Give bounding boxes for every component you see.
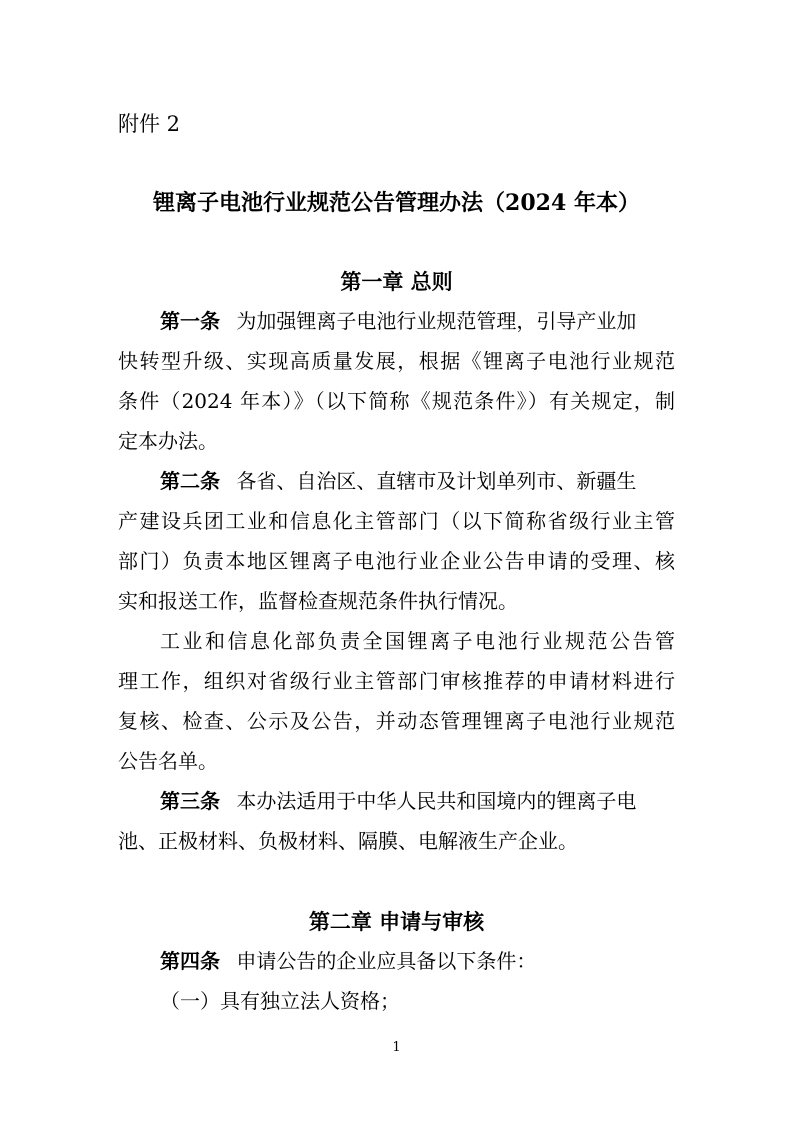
document-title: 锂离子电池行业规范公告管理办法（2024 年本） (153, 190, 640, 216)
article-1-text: 为加强锂离子电池行业规范管理，引导产业加 (236, 309, 637, 333)
article-2-label: 第二条 (160, 469, 220, 493)
article-4-line-1 (160, 946, 536, 976)
page-number: 1 (392, 1040, 401, 1055)
article-2-line-1 (160, 466, 636, 496)
chapter-1-heading: 第一章 总则 (340, 269, 453, 294)
article-1-line-4: 定本办法。 (118, 429, 218, 453)
miit-paragraph-line-4: 公告名单。 (118, 749, 218, 773)
article-1-line-2: 快转型升级、实现高质量发展，根据《锂离子电池行业规范 (118, 349, 675, 373)
miit-paragraph-line-2: 理工作，组织对省级行业主管部门审核推荐的申请材料进行 (118, 669, 675, 693)
article-4-item-1: （一）具有独立法人资格； (160, 989, 400, 1013)
article-3-label: 第三条 (160, 789, 220, 813)
article-2-line-3: 部门）负责本地区锂离子电池行业企业公告申请的受理、核 (118, 549, 675, 573)
miit-paragraph-line-1: 工业和信息化部负责全国锂离子电池行业规范公告管 (160, 629, 675, 653)
article-1-line-1 (160, 306, 636, 336)
article-1-label: 第一条 (160, 309, 220, 333)
article-3-text: 本办法适用于中华人民共和国境内的锂离子电 (236, 789, 637, 813)
article-1-line-3: 条件（2024 年本）》（以下简称《规范条件》）有关规定，制 (118, 389, 675, 413)
article-4-label: 第四条 (160, 949, 220, 973)
miit-paragraph-line-3: 复核、检查、公示及公告，并动态管理锂离子电池行业规范 (118, 709, 675, 733)
attachment-label: 附件 2 (118, 112, 181, 136)
article-3-line-2: 池、正极材料、负极材料、隔膜、电解液生产企业。 (118, 829, 578, 853)
article-3-line-1 (160, 786, 636, 816)
chapter-2-heading: 第二章 申请与审核 (308, 909, 485, 934)
article-4-text: 申请公告的企业应具备以下条件： (236, 949, 537, 973)
article-2-text: 各省、自治区、直辖市及计划单列市、新疆生 (236, 469, 637, 493)
article-2-line-4: 实和报送工作，监督检查规范条件执行情况。 (118, 589, 518, 613)
article-2-line-2: 产建设兵团工业和信息化主管部门（以下简称省级行业主管 (118, 509, 675, 533)
